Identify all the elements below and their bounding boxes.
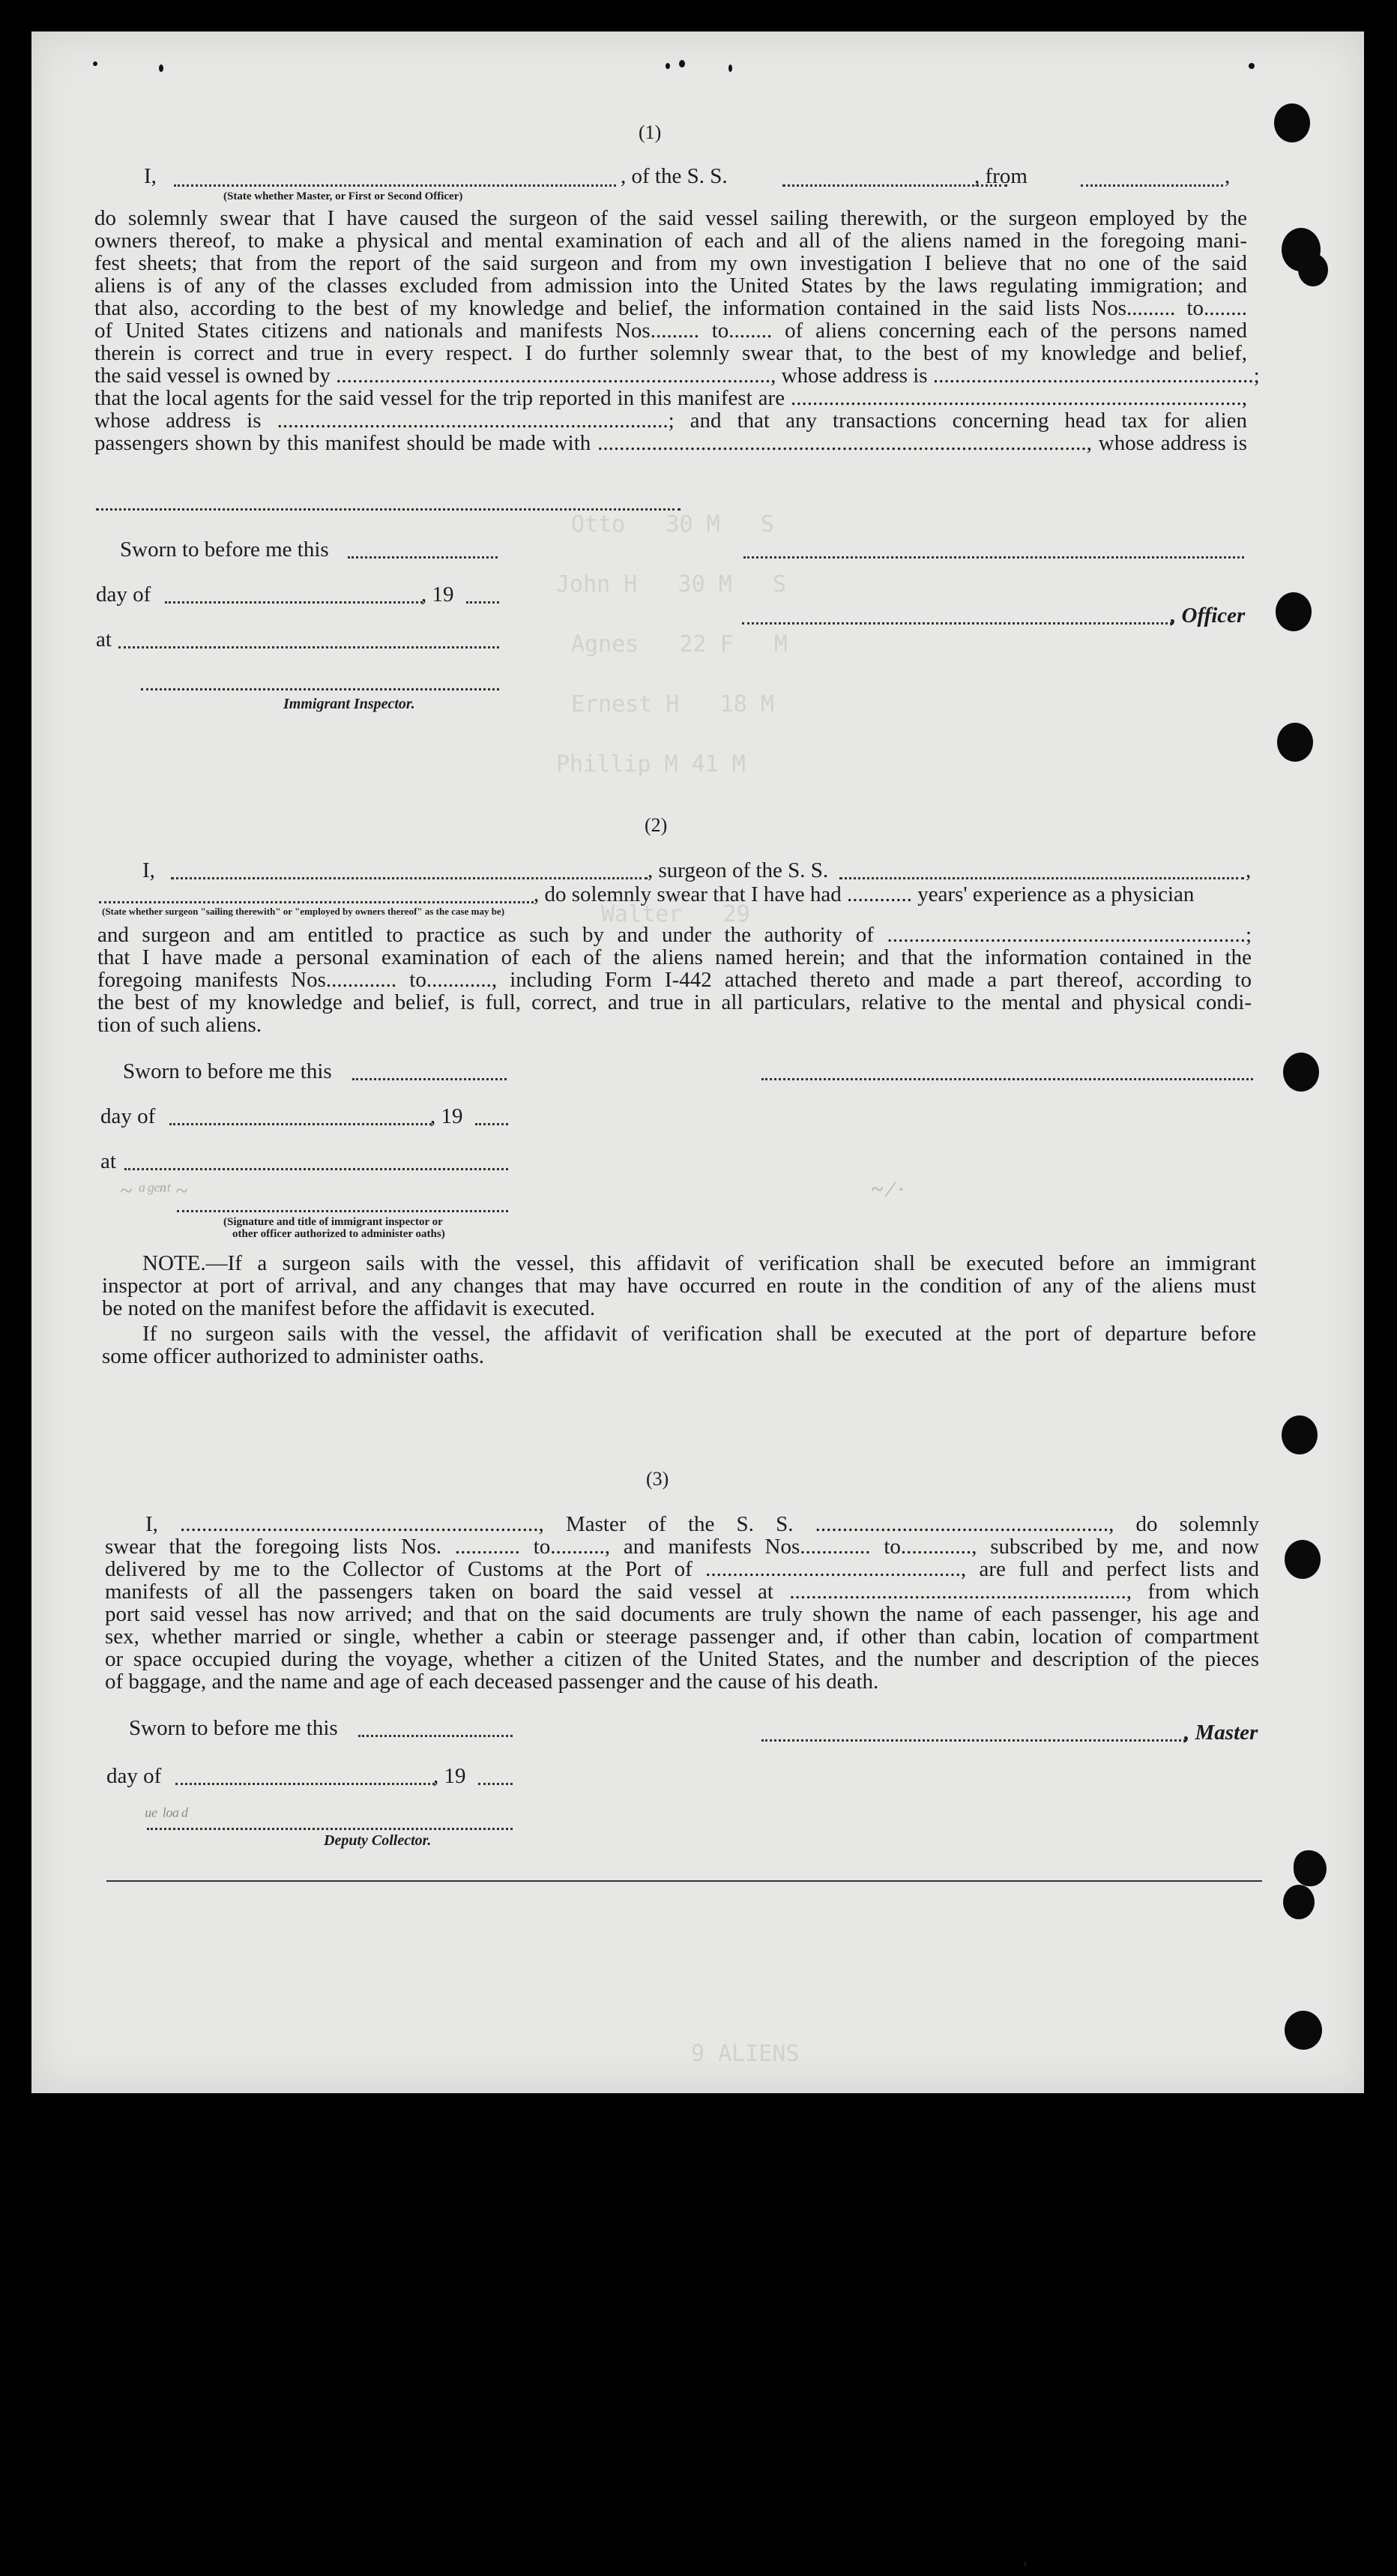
section3-line: I, .................................................................., Master of the S. S. ......................................................, do solemnly [145, 1512, 1259, 1536]
section2-note2 [102, 1322, 1256, 1367]
bleed-through: Walter 29 [601, 901, 750, 927]
blank-master-signature [761, 1739, 1186, 1742]
section2-line2-sub: (State whether surgeon "sailing therewith" or "employed by owners thereof" as the case may be) [102, 906, 505, 917]
bleed-through: John H 30 M S [556, 571, 787, 598]
speck [1024, 2561, 1027, 2567]
section1-line: owners thereof, to make a physical and mental examination of each and all of the aliens named in the foregoing mani- [94, 229, 1247, 253]
section1-line: passengers shown by this manifest should be made with .........................................................................................., whose address is [94, 431, 1247, 455]
section1-line1-prefix: I, [144, 164, 157, 188]
speck [728, 64, 732, 72]
note2-line: If no surgeon sails with the vessel, the affidavit of verification shall be executed at the port of departure before [142, 1322, 1256, 1346]
section3-nineteen: , 19 [433, 1764, 466, 1788]
section2-number: (2) [645, 814, 668, 836]
section3-line: port said vessel has now arrived; and that on the said documents are truly shown the name of each passenger, his age and [105, 1602, 1259, 1626]
punch-hole [1283, 1053, 1319, 1092]
section2-body [97, 924, 1252, 1036]
punch-hole [1276, 592, 1312, 631]
bleed-through: Agnes 22 F M [571, 631, 788, 657]
section3-line: swear that the foregoing lists Nos. ............ to.........., and manifests Nos............. to............., subscribed by me, and now [105, 1535, 1259, 1559]
faint-signature: ᵘᵉ ˡᵒᵃᵈ [144, 1804, 188, 1829]
comma: , [1246, 858, 1252, 882]
section2-line: foregoing manifests Nos............. to............, including Form I-442 attached thereto and made a part thereof, according to [97, 968, 1252, 992]
document-page [31, 31, 1364, 2093]
punch-hole [1298, 253, 1328, 286]
blank-surgeon-signature [761, 1078, 1253, 1080]
section1-number: (1) [639, 121, 662, 143]
punch-hole [1294, 1850, 1327, 1886]
speck [93, 61, 97, 66]
speck [1249, 63, 1255, 69]
section1-line: aliens is of any of the classes excluded from admission into the United States by the laws regulating immigration; and [94, 274, 1247, 298]
blank-day-of-2 [169, 1123, 432, 1125]
blank-year-3 [478, 1783, 513, 1785]
blank-sworn-date-2 [352, 1078, 507, 1080]
section2-at: at [100, 1149, 116, 1173]
blank-vessel-name [782, 184, 1007, 187]
blank-surgeon-type [99, 901, 534, 903]
section3-line: of baggage, and the name and age of each deceased passenger and the cause of his death. [105, 1670, 879, 1694]
section2-line1-prefix: I, [142, 858, 155, 882]
blank-inspector-signature-2 [177, 1210, 508, 1212]
blank-right-line-1 [743, 556, 1244, 559]
blank-officer-title [174, 184, 616, 187]
speck [666, 63, 670, 69]
comma: , [1225, 164, 1231, 188]
speck [679, 60, 685, 67]
blank-address-continued [96, 508, 681, 511]
note2-line: some officer authorized to administer oaths. [102, 1344, 485, 1368]
bleed-through: Ernest H 18 M [571, 691, 774, 717]
section3-line: sex, whether married or single, whether a cabin or steerage passenger and, if other than cabin, location of compartment [105, 1625, 1259, 1649]
blank-surgeon-name [171, 877, 648, 879]
bleed-through: Phillip M 41 M [556, 751, 746, 777]
note-line: NOTE.—If a surgeon sails with the vessel, this affidavit of verification shall be executed before an immigrant [142, 1251, 1256, 1275]
section1-line1-sub: (State whether Master, or First or Second Officer) [223, 190, 463, 202]
blank-year [466, 601, 499, 604]
section1-line: that the local agents for the said vessel for the trip reported in this manifest are ..................................................................................., [94, 386, 1247, 410]
blank-surgeon-vessel [839, 877, 1244, 879]
section1-line: therein is correct and true in every respect. I do further solemnly swear that, to the best of my knowledge and belief, [94, 341, 1247, 365]
punch-hole [1285, 1540, 1321, 1579]
section3-line: or space occupied during the voyage, whether a citizen of the United States, and the number and description of the pieces [105, 1647, 1259, 1671]
section1-line: that also, according to the best of my knowledge and belief, the information contained in the said lists Nos......... to........ [94, 296, 1247, 320]
section1-line: whose address is ........................................................................; and that any transactions concerning head tax for alien [94, 409, 1247, 433]
bleed-through: 9 ALIENS [691, 2041, 800, 2067]
section3-master: , Master [1184, 1721, 1258, 1745]
section1-inspector-caption: Immigrant Inspector. [283, 696, 415, 712]
punch-hole [1285, 2011, 1322, 2050]
section3-sworn: Sworn to before me this [129, 1716, 338, 1740]
section2-nineteen: , 19 [430, 1104, 463, 1128]
blank-day-of-3 [175, 1783, 435, 1785]
punch-hole [1282, 1415, 1318, 1454]
section2-note [102, 1252, 1256, 1319]
section2-line: the best of my knowledge and belief, is full, correct, and true in all particulars, relative to the mental and physical condi- [97, 990, 1252, 1014]
section1-body [94, 206, 1260, 455]
section2-sig-caption-2: other officer authorized to administer oaths) [232, 1228, 445, 1240]
section3-day-of: day of [106, 1764, 162, 1788]
note-line: inspector at port of arrival, and any changes that may have occurred en route in the condition of any of the aliens must [102, 1274, 1256, 1298]
punch-hole [1283, 1885, 1315, 1919]
note-line: be noted on the manifest before the affidavit is executed. [102, 1296, 596, 1320]
section1-line: the said vessel is owned by ................................................................................, whose address is ...........................................................; [94, 364, 1260, 388]
section1-line: of United States citizens and nationals and manifests Nos......... to........ of aliens concerning each of the persons named [94, 319, 1247, 343]
section1-line1-mid: , of the S. S. [621, 164, 728, 188]
faint-stamp: ~ ᵃᵍᵉⁿᵗ ~ [120, 1179, 188, 1203]
section1-line: fest sheets; that from the report of the said surgeon and from my own investigation I believe that no one of the said [94, 251, 1247, 275]
section1-line: do solemnly swear that I have caused the surgeon of the said vessel sailing therewith, or the surgeon employed by the [94, 206, 1247, 230]
section2-sworn: Sworn to before me this [123, 1059, 332, 1083]
section2-line2-mid: , do solemnly swear that I have had ............ years' experience as a physician [534, 882, 1195, 906]
punch-hole [1277, 723, 1313, 762]
blank-year-2 [475, 1123, 508, 1125]
blank-deputy-signature [147, 1828, 513, 1830]
faint-mark: ~ ⁄ · [871, 1177, 904, 1202]
section3-line: manifests of all the passengers taken on board the said vessel at .............................................................., from which [105, 1580, 1259, 1604]
blank-officer-signature [742, 622, 1172, 625]
section1-sworn: Sworn to before me this [120, 538, 329, 562]
blank-at-place [118, 646, 499, 648]
section2-day-of: day of [100, 1104, 156, 1128]
section3-deputy-caption: Deputy Collector. [324, 1832, 432, 1849]
section2-line: tion of such aliens. [97, 1013, 262, 1037]
bottom-rule [106, 1880, 1262, 1882]
punch-hole [1274, 103, 1310, 142]
bleed-through: Otto 30 M S [571, 511, 774, 538]
section3-number: (3) [646, 1468, 669, 1490]
section2-line1-mid: , surgeon of the S. S. [648, 858, 829, 882]
section1-day-of: day of [96, 583, 151, 607]
section3-line: delivered by me to the Collector of Customs at the Port of ..............................................., are full and perfect lists and [105, 1557, 1259, 1581]
section2-line: and surgeon and am entitled to practice as such by and under the authority of ..................................................................; [97, 923, 1252, 947]
section2-sig-caption-1: (Signature and title of immigrant inspector or [223, 1216, 443, 1228]
blank-at-place-2 [124, 1168, 508, 1170]
blank-from-port [1081, 184, 1223, 187]
section1-at: at [96, 628, 112, 651]
blank-sworn-date [348, 556, 498, 559]
section1-officer: , Officer [1171, 604, 1246, 628]
blank-day-of [165, 601, 423, 604]
section2-line: that I have made a personal examination of each of the aliens named herein; and that the information contained in the [97, 945, 1252, 969]
section3-body [105, 1513, 1259, 1693]
blank-inspector-signature [141, 688, 499, 690]
section1-line1-end: , from [974, 164, 1028, 188]
blank-sworn-date-3 [358, 1735, 513, 1737]
speck [159, 64, 163, 72]
section1-nineteen: , 19 [421, 583, 454, 607]
